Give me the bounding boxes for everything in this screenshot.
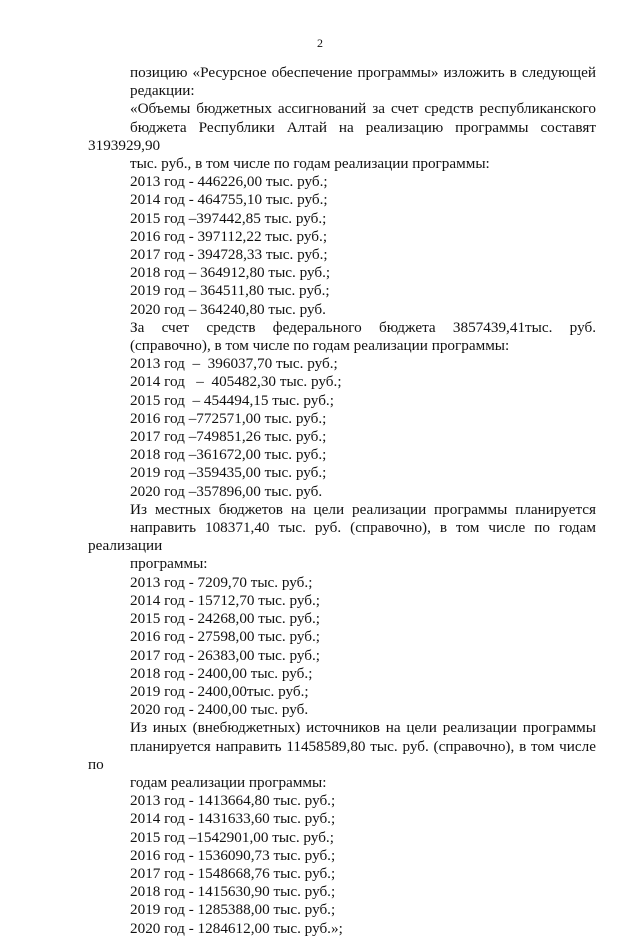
list-item: 2017 год - 1548668,76 тыс. руб.; bbox=[130, 864, 336, 882]
list-item: 2018 год - 1415630,90 тыс. руб.; bbox=[130, 883, 336, 901]
list-item: 2013 год – 396037,70 тыс. руб.; bbox=[130, 355, 338, 373]
list-item: 2016 год - 1536090,73 тыс. руб.; bbox=[130, 846, 336, 864]
local-line-1: Из местных бюджетов на цели реализации программы планируется bbox=[130, 500, 596, 518]
list-item: 2020 год - 1284612,00 тыс. руб.»; bbox=[130, 919, 343, 937]
list-item: 2020 год - 2400,00 тыс. руб. bbox=[130, 701, 309, 719]
list-item: 2014 год - 1431633,60 тыс. руб.; bbox=[130, 810, 336, 828]
other-line-3: годам реализации программы: bbox=[130, 773, 327, 791]
federal-line-2: (справочно), в том числе по годам реализации программы: bbox=[130, 337, 510, 355]
local-line-2: направить 108371,40 тыс. руб. (справочно), в том числе по годам реализации bbox=[88, 519, 596, 555]
list-item: 2015 год – 454494,15 тыс. руб.; bbox=[130, 391, 334, 409]
regional-line-3: тыс. руб., в том числе по годам реализации программы: bbox=[130, 155, 490, 173]
list-item: 2015 год –1542901,00 тыс. руб.; bbox=[130, 828, 334, 846]
document-body bbox=[88, 64, 596, 938]
federal-budget-paragraph bbox=[88, 319, 596, 355]
list-item: 2014 год – 405482,30 тыс. руб.; bbox=[130, 373, 342, 391]
list-item: 2013 год - 7209,70 тыс. руб.; bbox=[130, 573, 313, 591]
local-budget-list bbox=[88, 574, 596, 720]
intro-paragraph bbox=[88, 64, 596, 100]
regional-line-2: бюджета Республики Алтай на реализацию программы составят 3193929,90 bbox=[88, 118, 596, 154]
page-number: 2 bbox=[317, 36, 323, 50]
list-item: 2017 год - 26383,00 тыс. руб.; bbox=[130, 646, 321, 664]
other-line-2: планируется направить 11458589,80 тыс. руб. (справочно), в том числе по bbox=[88, 737, 596, 773]
list-item: 2016 год - 397112,22 тыс. руб.; bbox=[130, 227, 328, 245]
list-item: 2017 год –749851,26 тыс. руб.; bbox=[130, 428, 327, 446]
local-budget-paragraph bbox=[88, 501, 596, 574]
list-item: 2018 год –361672,00 тыс. руб.; bbox=[130, 446, 327, 464]
intro-line-1: позицию «Ресурсное обеспечение программы» изложить в следующей bbox=[130, 64, 596, 81]
list-item: 2018 год – 364912,80 тыс. руб.; bbox=[130, 264, 331, 282]
list-item: 2016 год - 27598,00 тыс. руб.; bbox=[130, 628, 321, 646]
other-line-1: Из иных (внебюджетных) источников на цели реализации программы bbox=[130, 719, 596, 737]
regional-budget-list bbox=[88, 173, 596, 319]
regional-budget-paragraph bbox=[88, 100, 596, 173]
other-sources-list bbox=[88, 792, 596, 938]
list-item: 2015 год - 24268,00 тыс. руб.; bbox=[130, 610, 321, 628]
list-item: 2014 год - 15712,70 тыс. руб.; bbox=[130, 591, 321, 609]
federal-budget-list bbox=[88, 355, 596, 501]
list-item: 2019 год - 1285388,00 тыс. руб.; bbox=[130, 901, 336, 919]
list-item: 2019 год – 364511,80 тыс. руб.; bbox=[130, 282, 330, 300]
list-item: 2013 год - 446226,00 тыс. руб.; bbox=[130, 173, 328, 191]
list-item: 2020 год – 364240,80 тыс. руб. bbox=[130, 300, 326, 318]
list-item: 2019 год –359435,00 тыс. руб.; bbox=[130, 464, 327, 482]
intro-line-2: редакции: bbox=[130, 82, 195, 100]
list-item: 2018 год - 2400,00 тыс. руб.; bbox=[130, 664, 313, 682]
list-item: 2017 год - 394728,33 тыс. руб.; bbox=[130, 246, 328, 264]
other-sources-paragraph bbox=[88, 719, 596, 792]
list-item: 2014 год - 464755,10 тыс. руб.; bbox=[130, 191, 328, 209]
list-item: 2015 год –397442,85 тыс. руб.; bbox=[130, 209, 327, 227]
federal-line-1: За счет средств федерального бюджета 3857439,41тыс. руб. bbox=[130, 318, 596, 336]
regional-line-1: «Объемы бюджетных ассигнований за счет средств республиканского bbox=[130, 100, 596, 118]
list-item: 2020 год –357896,00 тыс. руб. bbox=[130, 482, 323, 500]
list-item: 2019 год - 2400,00тыс. руб.; bbox=[130, 682, 309, 700]
list-item: 2013 год - 1413664,80 тыс. руб.; bbox=[130, 792, 336, 810]
local-line-3: программы: bbox=[130, 555, 208, 573]
list-item: 2016 год –772571,00 тыс. руб.; bbox=[130, 409, 327, 427]
